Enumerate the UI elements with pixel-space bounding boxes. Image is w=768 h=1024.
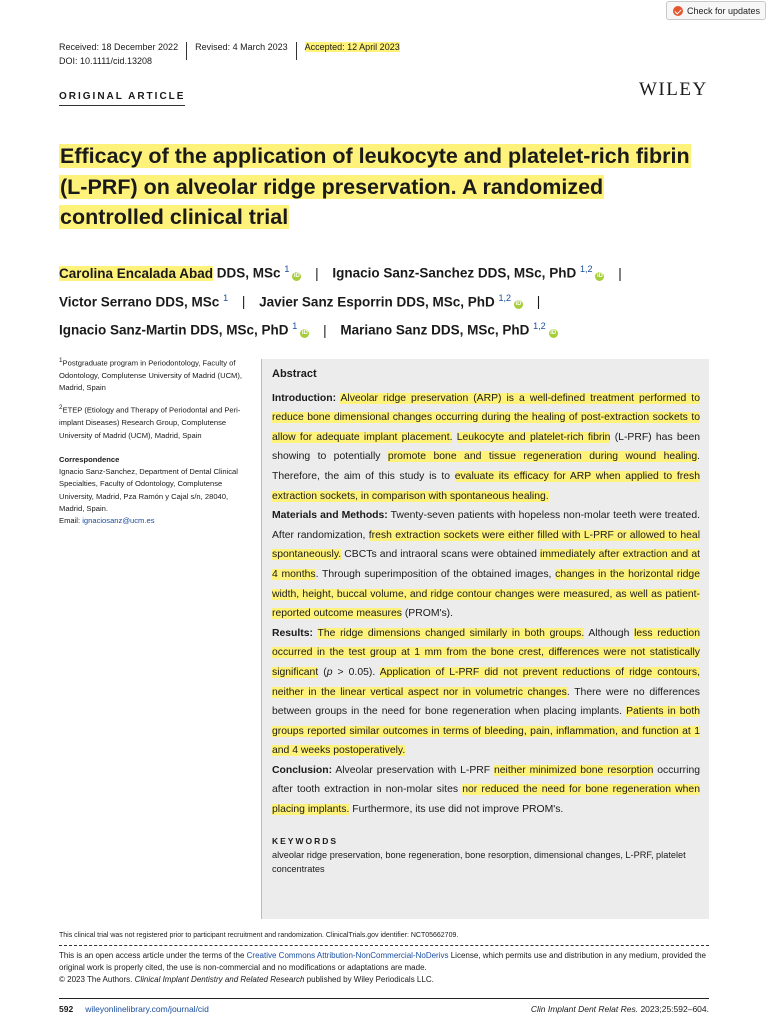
author-degree: DDS, MSc [213, 265, 281, 281]
abstract-heading: Abstract [272, 368, 317, 380]
orcid-icon[interactable]: iD [301, 329, 308, 336]
author-separator: | [315, 265, 319, 281]
publisher-logo: WILEY [639, 79, 708, 100]
author-separator: | [323, 322, 327, 338]
footer-rule [59, 998, 709, 999]
author-separator: | [618, 265, 622, 281]
author-name[interactable]: Ignacio Sanz-Martin DDS, MSc, PhD [59, 322, 289, 338]
received-date: Received: 18 December 2022 [59, 42, 179, 52]
citation: Clin Implant Dent Relat Res. 2023;25:592–604. [530, 1004, 709, 1014]
date-divider [186, 42, 187, 60]
article-title [59, 141, 719, 233]
revised-date: Revised: 4 March 2023 [195, 42, 288, 52]
abstract-results: Results: The ridge dimensions changed similarly in both groups. Although less reduction occurred in the test group at 1 mm from the bone crest, differences were not statistically significant (p > 0.05). Application of L-PRF did not prevent reductions of ridge contours, neither in the linear vertical aspect nor in volumetric changes. There were no differences between groups in the need for bone regeneration when placing implants. Patients in both groups reported similar outcomes in terms of bleeding, pain, inflammation, and function at 1 and 4 weeks postoperatively. [272, 627, 701, 757]
author-affiliation-sup: 1,2 [579, 264, 593, 274]
license-text: This is an open access article under the terms of the Creative Commons Attribution-NonCommercial-NoDerivs License, which permits use and distribution in any medium, provided the original work is properly cited, the use is non-commercial and no modifications or adaptations are made. © 2023 The Authors. Clinical Implant Dentistry and Related Research published by Wiley Periodicals LLC. [59, 951, 706, 984]
title-line: (L-PRF) on alveolar ridge preservation. A randomized [60, 174, 604, 199]
author-affiliation-sup: 1 [223, 292, 229, 303]
author-name[interactable]: Ignacio Sanz-Sanchez DDS, MSc, PhD [332, 265, 577, 281]
affiliation: $^1$Postgraduate program in Periodontology, Faculty of Odontology, Complutense University of Madrid (UCM), Madrid, Spain [59, 357, 243, 393]
keywords-heading: KEYWORDS [272, 835, 339, 846]
author-affiliation-sup: 1 [292, 321, 298, 331]
abstract-conclusion: Conclusion: Alveolar preservation with L-PRF neither minimized bone resorption occurring after tooth extraction in non-molar sites nor reduced the need for bone regeneration when placing implants. Furthermore, its use did not improve PROM's. [272, 764, 700, 816]
date-divider [296, 42, 297, 60]
orcid-icon[interactable]: iD [515, 301, 522, 307]
abstract-box [261, 359, 709, 919]
page-number: 592 [59, 1004, 74, 1014]
article-type: ORIGINAL ARTICLE [59, 91, 185, 106]
author-name[interactable]: Victor Serrano DDS, MSc [59, 294, 220, 309]
author-name[interactable]: Carolina Encalada Abad [59, 265, 214, 281]
author-affiliation-sup: 1 [284, 264, 290, 274]
correspondence-text: Ignacio Sanz-Sanchez, Department of Dental Clinical Specialties, Faculty of Odontology, Complutense University, Madrid, Pza Ramón y Cajal s/n, 28040, Madrid, Spain. Email: ignaciosanz@ucm.es [59, 467, 238, 526]
author-name[interactable]: Mariano Sanz DDS, MSc, PhD [340, 322, 530, 338]
author-affiliation-sup: 1,2 [498, 292, 511, 303]
correspondence-heading: Correspondence [59, 454, 120, 464]
check-icon [673, 6, 683, 16]
author-separator: | [241, 294, 246, 309]
accepted-date: Accepted: 12 April 2023 [304, 42, 400, 52]
article-dates [59, 38, 400, 56]
author-affiliation-sup: 1,2 [533, 321, 546, 331]
affiliation: $^2$ETEP (Etiology and Therapy of Periodontal and Peri-implant Diseases) Research Group, Complutense University of Madrid (UCM), Madrid, Spain [59, 404, 241, 440]
orcid-icon[interactable]: iD [293, 272, 300, 279]
abstract-methods: Materials and Methods: Twenty-seven patients with hopeless non-molar teeth were treated. After randomization, fresh extraction sockets were either filled with L-PRF or allowed to heal spontaneously. CBCTs and intraoral scans were obtained immediately after extraction and at 4 months. Through superimposition of the obtained images, changes in the horizontal ridge width, height, buccal volume, and ridge contour changes were measured, as well as patient-reported outcome measures (PROM's). [272, 510, 701, 620]
trial-registration-note: This clinical trial was not registered prior to participant recruitment and randomization. ClinicalTrials.gov identifier: NCT05662709. [59, 932, 459, 939]
journal-url-link[interactable]: wileyonlinelibrary.com/journal/cid [85, 1004, 209, 1014]
author-list [59, 257, 719, 343]
license-link[interactable]: Creative Commons Attribution-NonCommercial-NoDerivs [246, 951, 449, 960]
page-footer [59, 1004, 709, 1014]
check-for-updates-label: Check for updates [687, 5, 761, 16]
title-line: Efficacy of the application of leukocyte and platelet-rich fibrin [60, 144, 690, 168]
author-name[interactable]: Javier Sanz Esporrin DDS, MSc, PhD [259, 294, 495, 309]
check-for-updates-button[interactable] [666, 1, 766, 20]
affiliations-column [59, 355, 244, 536]
doi: DOI: 10.1111/cid.13208 [59, 56, 153, 66]
orcid-icon[interactable]: iD [596, 272, 603, 279]
abstract-introduction: Introduction: Alveolar ridge preservation (ARP) is a well-defined treatment performed to reduce bone dimensional changes occurring during the healing of post-extraction sockets to allow for adequate implant placement. Leukocyte and platelet-rich fibrin (L-PRF) has been showing to potentially promote bone and tissue regeneration during wound healing. Therefore, the aim of this study is to evaluate its efficacy for ARP when applied to fresh extraction sockets, in comparison with spontaneous healing. [272, 392, 701, 502]
keywords: alveolar ridge preservation, bone regeneration, bone resorption, dimensional changes, L-PRF, platelet concentrates [272, 849, 686, 874]
title-line: controlled clinical trial [60, 205, 289, 229]
orcid-icon[interactable]: iD [550, 329, 557, 336]
author-separator: | [536, 294, 541, 309]
dashed-divider [59, 945, 709, 946]
email-link[interactable]: ignaciosanz@ucm.es [82, 516, 155, 526]
